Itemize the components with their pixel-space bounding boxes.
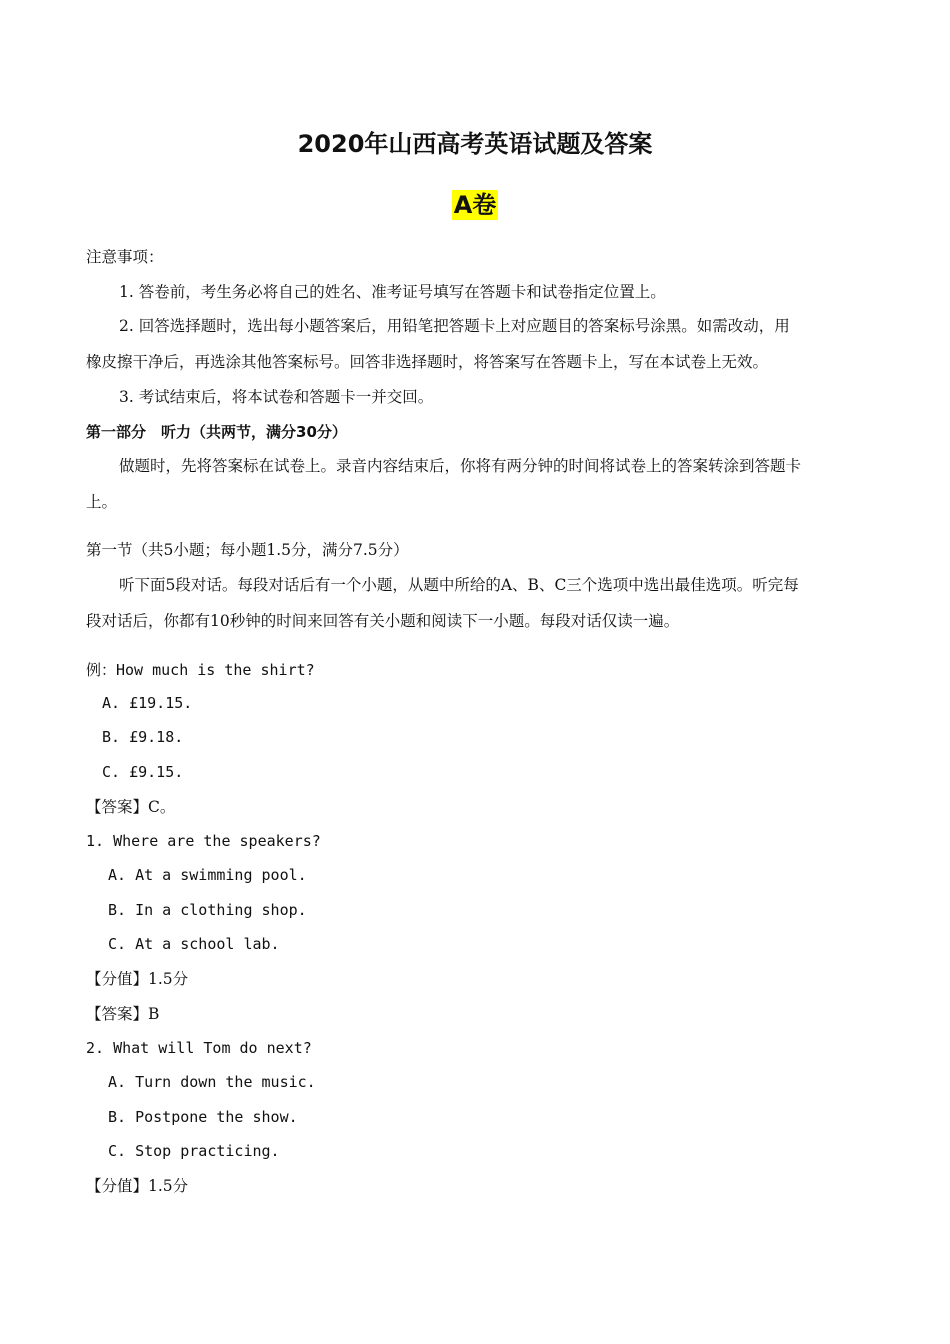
notice-item-1: 1. 答卷前，考生务必将自己的姓名、准考证号填写在答题卡和试卷指定位置上。 <box>119 283 666 301</box>
example-option-a: A. £19.15. <box>102 694 193 712</box>
question-1: 1. Where are the speakers? <box>86 832 321 850</box>
question-1-score: 【分值】1.5分 <box>86 970 189 988</box>
question-1-answer: 【答案】B <box>86 1005 160 1023</box>
question-1-option-c: C. At a school lab. <box>108 935 280 953</box>
example-option-c: C. £9.15. <box>102 763 184 781</box>
part1-heading: 第一部分 听力（共两节，满分30分） <box>86 423 347 441</box>
notice-heading: 注意事项： <box>86 248 164 266</box>
question-2: 2. What will Tom do next? <box>86 1039 312 1057</box>
paper-version-label: A卷 <box>453 191 497 219</box>
example-question: 例：How much is the shirt? <box>86 661 315 679</box>
section1-instructions-line1: 听下面5段对话。每段对话后有一个小题，从题中所给的A、B、C三个选项中选出最佳选项。听完每 <box>119 576 799 594</box>
question-2-option-b: B. Postpone the show. <box>108 1108 298 1126</box>
example-answer: 【答案】C。 <box>86 798 176 816</box>
question-1-option-a: A. At a swimming pool. <box>108 866 307 884</box>
question-2-option-a: A. Turn down the music. <box>108 1073 316 1091</box>
subtitle-container <box>0 190 950 220</box>
part1-instructions-line1: 做题时，先将答案标在试卷上。录音内容结束后，你将有两分钟的时间将试卷上的答案转涂到答题卡 <box>119 457 802 475</box>
section1-heading: 第一节（共5小题；每小题1.5分，满分7.5分） <box>86 541 409 559</box>
question-2-option-c: C. Stop practicing. <box>108 1142 280 1160</box>
question-2-score: 【分值】1.5分 <box>86 1177 189 1195</box>
notice-item-3: 3. 考试结束后，将本试卷和答题卡一并交回。 <box>119 388 434 406</box>
section1-instructions-line2: 段对话后，你都有10秒钟的时间来回答有关小题和阅读下一小题。每段对话仅读一遍。 <box>86 612 680 630</box>
question-1-option-b: B. In a clothing shop. <box>108 901 307 919</box>
notice-item-2-line1: 2. 回答选择题时，选出每小题答案后，用铅笔把答题卡上对应题目的答案标号涂黑。如需改动，用 <box>119 317 790 335</box>
notice-item-2-line2: 橡皮擦干净后，再选涂其他答案标号。回答非选择题时，将答案写在答题卡上，写在本试卷上无效。 <box>86 353 769 371</box>
part1-instructions-line2: 上。 <box>86 493 118 511</box>
page-title: 2020年山西高考英语试题及答案 <box>297 130 653 158</box>
example-option-b: B. £9.18. <box>102 728 184 746</box>
